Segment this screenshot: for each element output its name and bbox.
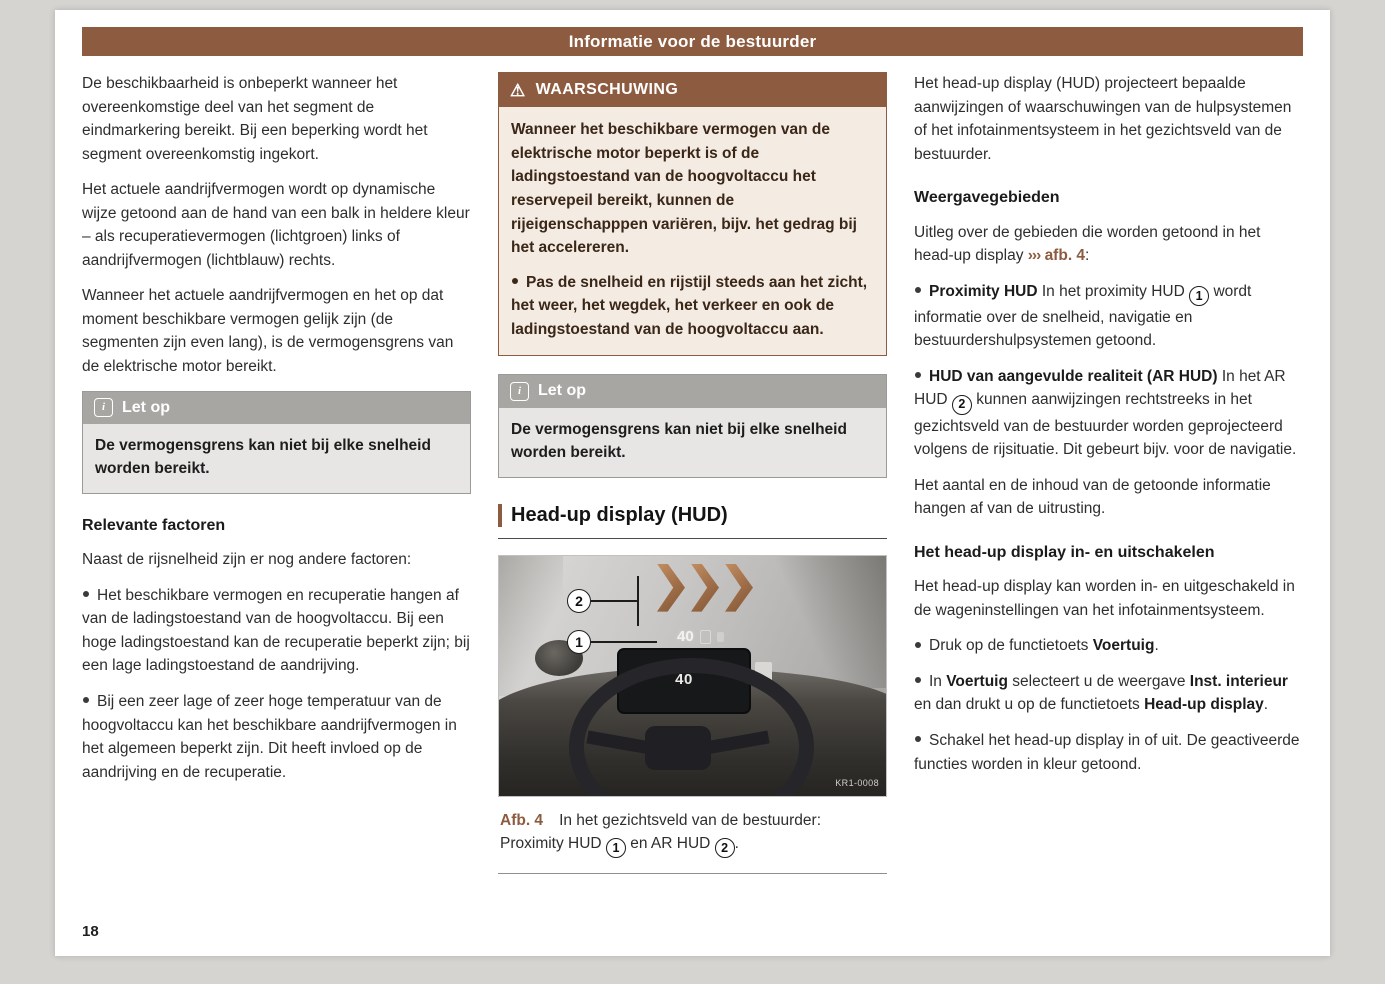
bullet-text: selecteert u de weergave <box>1007 672 1190 690</box>
subsection-heading-weergavegebieden: Weergavegebieden <box>914 189 1060 207</box>
column-middle <box>498 72 887 914</box>
callout-ref-1: 1 <box>1189 286 1209 306</box>
warning-paragraph: Wanneer het beschikbare vermogen van de elektrische motor beperkt is of de ladingstoestand van de hoogvoltaccu het reservepeil bereikt, kunnen de rijeigenschapppen variëren, bijv. het gedrag bij het accelereren. <box>511 121 857 257</box>
bullet-text: Bij een zeer lage of zeer hoge temperatuur van de hoogvoltaccu kan het beschikbare aandrijfvermogen in het algemeen beperkt zijn. Dit heeft invloed op de aandrijving en de recuperatie. <box>82 693 457 781</box>
windshield-shade <box>774 556 886 688</box>
warning-box <box>498 72 887 356</box>
body-paragraph <box>914 221 1303 268</box>
bullet-item <box>914 729 1303 776</box>
body-paragraph: Het actuele aandrijfvermogen wordt op dynamische wijze getoond aan de hand van een balk in heldere kleur – als recuperatievermogen (lichtgroen) links of aandrijfvermogen (lichtblauw) rechts. <box>82 181 470 269</box>
section-title-hud: Head-up display (HUD) <box>498 504 887 527</box>
softkey-label: Voertuig <box>946 672 1008 690</box>
bullet-item <box>82 584 471 678</box>
callout-2 <box>567 576 639 626</box>
bullet-text: Druk op de functietoets <box>929 637 1093 655</box>
callout-1 <box>567 630 657 654</box>
bullet-icon <box>915 642 921 648</box>
column-right <box>914 72 1303 914</box>
proximity-hud-readout <box>677 626 724 649</box>
subsection-heading-inschakelen: Het head-up display in- en uitschakelen <box>914 543 1215 561</box>
callout-ref-1: 1 <box>606 838 626 858</box>
note-header <box>499 375 886 407</box>
body-paragraph: Het head-up display kan worden in- en uitgeschakeld in de wageninstellingen van het infotainmentsysteem. <box>914 578 1295 619</box>
hud-nav-icon <box>717 632 724 642</box>
note-title: Let op <box>122 398 170 416</box>
bullet-text: Pas de snelheid en rijstijl steeds aan het zicht, het weer, het wegdek, het verkeer en ook de ladingstoestand van de hoogvoltaccu aan. <box>511 273 868 338</box>
page-header-bar <box>82 27 1303 56</box>
chevron-icon <box>657 564 685 612</box>
bullet-text: In het proximity HUD <box>1037 282 1190 300</box>
note-title: Let op <box>538 382 586 400</box>
bullet-text: en dan drukt u op de functietoets <box>914 696 1145 714</box>
chevron-icon <box>725 564 753 612</box>
bullet-text: In het AR HUD <box>914 367 1286 409</box>
callout-ref-2: 2 <box>952 395 972 415</box>
note-box <box>82 391 471 494</box>
caption-text: In het gezichtsveld van de bestuurder: Proximity HUD <box>500 811 822 852</box>
figure-afb4 <box>498 555 887 875</box>
body-paragraph: Het head-up display (HUD) projecteert bepaalde aanwijzingen of waarschuwingen van de hulpsystemen of het infotainmentsysteem in het gezichtsveld van de bestuurder. <box>914 75 1292 163</box>
warning-icon: ⚠ <box>510 80 526 100</box>
hud-sign-icon <box>700 630 711 644</box>
image-code: KR1-0008 <box>835 777 879 788</box>
softkey-label: Head-up display <box>1144 696 1264 714</box>
column-left <box>82 72 471 914</box>
cross-reference-arrows: ››› <box>1027 247 1041 265</box>
callout-bracket <box>637 576 639 626</box>
bullet-icon <box>915 372 921 378</box>
note-box <box>498 374 887 477</box>
page-header-title: Informatie voor de bestuurder <box>568 31 817 51</box>
note-body: De vermogensgrens kan niet bij elke snelheid worden bereikt. <box>83 424 470 493</box>
bullet-icon <box>915 736 921 742</box>
bullet-item <box>914 365 1303 462</box>
bullet-lead: HUD van aangevulde realiteit (AR HUD) <box>929 367 1218 385</box>
bullet-text: In <box>929 672 947 690</box>
warning-header <box>499 73 886 107</box>
bullet-icon <box>83 591 89 597</box>
callout-ref-2: 2 <box>715 838 735 858</box>
body-paragraph: Wanneer het actuele aandrijfvermogen en het op dat moment beschikbare vermogen gelijk zijn (de segmenten zijn even lang), is de vermogensgrens van de elektrische motor bereikt. <box>82 287 454 376</box>
content-columns <box>82 72 1303 914</box>
subsection-heading-relevante-factoren: Relevante factoren <box>82 516 226 534</box>
body-paragraph: Naast de rijsnelheid zijn er nog andere factoren: <box>82 551 412 569</box>
warning-bullet <box>511 271 874 342</box>
bullet-text: Het beschikbare vermogen en recuperatie hangen af van de ladingstoestand van de hoogvoltaccu. Bij een hoge ladingstoestand kan de recuperatie beperkt zijn; bij een lage ladingstoestand de aandrijving. <box>82 586 470 675</box>
caption-text: . <box>734 834 739 852</box>
paragraph-text: : <box>1085 247 1090 265</box>
callout-line <box>591 600 637 602</box>
figure-caption <box>498 797 887 875</box>
bullet-icon <box>512 278 518 284</box>
note-body: De vermogensgrens kan niet bij elke snelheid worden bereikt. <box>499 408 886 477</box>
note-header <box>83 392 470 424</box>
bullet-text: wordt informatie over de snelheid, navigatie en bestuurdershulpsystemen getoond. <box>914 282 1252 350</box>
bullet-item <box>914 280 1303 353</box>
bullet-text: . <box>1263 696 1269 714</box>
bullet-icon <box>915 677 921 683</box>
paragraph-text: Uitleg over de gebieden die worden getoond in het head-up display <box>914 223 1261 265</box>
figure-reference: afb. 4 <box>1044 247 1086 265</box>
callout-1-badge: 1 <box>567 630 591 654</box>
chevron-icon <box>691 564 719 612</box>
softkey-label: Inst. interieur <box>1189 672 1288 690</box>
figure-label: Afb. 4 <box>500 811 544 829</box>
warning-title: WAARSCHUWING <box>535 81 679 98</box>
hud-photo <box>498 555 887 797</box>
info-icon: i <box>94 398 113 417</box>
bullet-icon <box>915 287 921 293</box>
callout-line <box>591 641 657 643</box>
warning-body <box>499 107 886 355</box>
bullet-lead: Proximity HUD <box>929 282 1038 300</box>
body-paragraph: De beschikbaarheid is onbeperkt wanneer het overeenkomstige deel van het segment de eindmarkering bereikt. Bij een beperking wordt het segment overeenkomstig ingekort. <box>82 75 428 163</box>
cluster-speed-value: 40 <box>675 671 693 689</box>
callout-2-badge: 2 <box>567 589 591 613</box>
bullet-text: Schakel het head-up display in of uit. De geactiveerde functies worden in kleur getoond. <box>914 731 1300 773</box>
info-icon: i <box>510 382 529 401</box>
bullet-item <box>914 634 1303 658</box>
steering-hub <box>645 726 711 770</box>
softkey-label: Voertuig <box>1092 637 1155 655</box>
bullet-item <box>82 690 471 784</box>
body-paragraph: Het aantal en de inhoud van de getoonde informatie hangen af van de uitrusting. <box>914 476 1271 518</box>
bullet-text: . <box>1154 637 1159 655</box>
section-heading-wrap <box>498 504 887 539</box>
manual-page <box>55 10 1330 956</box>
bullet-icon <box>83 697 89 703</box>
hud-speed-value: 40 <box>677 627 694 645</box>
ar-hud-chevrons <box>657 564 753 612</box>
caption-text: en AR HUD <box>625 834 715 852</box>
page-number: 18 <box>82 923 99 940</box>
bullet-text: kunnen aanwijzingen rechtstreeks in het gezichtsveld van de bestuurder worden geprojecteerd volgens de rijsituatie. Dit gebeurt bijv. voor de navigatie. <box>914 391 1297 459</box>
bullet-item <box>914 670 1303 717</box>
